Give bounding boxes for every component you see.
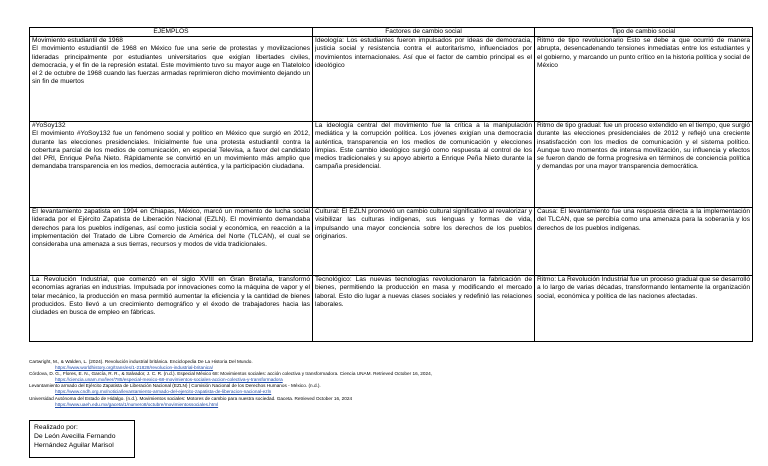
social-change-table: [29, 27, 753, 342]
ejemplo-title: Movimiento estudiantil de 1968: [32, 37, 123, 45]
table-header-row: [30, 28, 753, 37]
reference-link[interactable]: https://ciencia.unam.mx/leer/785/especial-mexico-68-movimientos-sociales-accion-colectiva-y-transformadora: [55, 377, 283, 383]
ejemplo-cell: [30, 37, 313, 122]
author-name: Hernández Aguilar Marisol: [34, 442, 114, 449]
factores-cell: Cultural: El EZLN promovió un cambio cultural significativo al revalorizar y visibilizar las culturas indígenas, sus lenguas y formas de vida, impulsando una mayor conciencia sobre los derechos de los pueblos originarios.: [313, 208, 535, 276]
author-name: De León Avecilla Fernando: [34, 433, 116, 440]
references-list: [29, 359, 759, 408]
table-row: [30, 37, 753, 122]
reference-link[interactable]: https://www.worldhistory.org/trans/es/1-21828/revolucion-industrial-britanica/: [55, 365, 214, 371]
ejemplo-body: La Revolución Industrial, que comenzó en el siglo XVIII en Gran Bretaña, transformó economías agrarias en industrias. Impulsada por innovaciones como la máquina de vapor y el telar mecánico, la producción en masa permitió aumentar la eficiencia y la cantidad de bienes producidos. Esto llevó a un crecimiento demográfico y el éxodo de trabajadores hacia las ciudades en busca de empleo en fábricas.: [32, 276, 310, 317]
tipo-cell: Ritmo de tipo revolucionario Esto se debe a que ocurrió de manera abrupta, desencadenando tensiones inmediatas entre los estudiantes y el gobierno, y marcando un punto crítico en la historia política y social de México: [535, 37, 753, 122]
table-row: [30, 276, 753, 342]
tipo-cell: Ritmo de tipo gradual: fue un proceso extendido en el tiempo, que surgió durante las elecciones presidenciales de 2012 y reflejó una creciente insatisfacción con los medios de comunicación y el sistema político. Aunque tuvo momentos de intensa movilización, su influencia y efectos se fueron dando de forma progresiva en términos de conciencia política y demandas por una mayor transparencia democrática.: [535, 122, 753, 208]
ejemplo-body: El movimiento #YoSoy132 fue un fenómeno social y político en México que surgió en 2012, durante las elecciones presidenciales. Inicialmente fue una protesta estudiantil contra la cobertura parcial de los medios de comunicación, en especial Televisa, a favor del candidato del PRI, Enrique Peña Nieto. Rápidamente se convirtió en un movimiento más amplio que demandaba transparencia en los medios, democracia auténtica, y la participación ciudadana.: [32, 130, 310, 171]
table-row: [30, 208, 753, 276]
ejemplo-body: El movimiento estudiantil de 1968 en México fue una serie de protestas y movilizaciones lideradas principalmente por estudiantes universitarios que exigían libertades civiles, democracia, y el fin de la represión estatal. Este movimiento tuvo su mayor auge en Tlatelolco el 2 de octubre de 1968 cuando las fuerzas armadas reprimieron dicho movimiento dejando un sin fin de muertos: [32, 45, 310, 86]
ejemplo-body: El levantamiento zapatista en 1994 en Chiapas, México, marcó un momento de lucha social liderada por el Ejército Zapatista de Liberación Nacional (EZLN). El movimiento demandaba derechos para los pueblos indígenas, así como justicia social y económica, en reacción a la implementación del Tratado de Libre Comercio de América del Norte (TLCAN), el cual se consideraba una amenaza a sus tierras, recursos y modos de vida tradicionales.: [32, 208, 310, 249]
ejemplo-title: #YoSoy132: [32, 122, 66, 130]
table-row: [30, 122, 753, 208]
reference-link[interactable]: https://www.cndh.org.mx/noticia/levantamiento-armado-del-ejercito-zapatista-de-liberacion-nacional-ezln: [55, 389, 272, 395]
ejemplo-cell: [30, 276, 313, 342]
factores-cell: Tecnológico: Las nuevas tecnologías revolucionaron la fabricación de bienes, permitiendo la producción en masa y modificando el mercado laboral. Esto dio lugar a nuevas clases sociales y redefinió las relaciones laborales.: [313, 276, 535, 342]
reference-link[interactable]: https://www.uaeh.edu.mx/gaceta/1/numero8/octubre/movimientossociales.html: [55, 401, 219, 407]
tipo-cell: Ritmo: La Revolución Industrial fue un proceso gradual que se desarrolló a lo largo de varias décadas, transformando lentamente la organización social, económica y política de las naciones afectadas.: [535, 276, 753, 342]
tipo-cell: Causa: El levantamiento fue una respuesta directa a la implementación del TLCAN, que se percibía como una amenaza para la soberanía y los derechos de los pueblos indígenas.: [535, 208, 753, 276]
header-tipo: Tipo de cambio social: [535, 28, 753, 37]
header-factores: Factores de cambio social: [313, 28, 535, 37]
factores-cell: La ideología central del movimiento fue la crítica a la manipulación mediática y la corrupción política. Los jóvenes exigían una democracia auténtica, transparencia en los medios de comunicación y elecciones limpias. Este cambio ideológico surgió como respuesta al control de los medios tradicionales y su apoyo abierto a Enrique Peña Nieto durante la campaña presidencial.: [313, 122, 535, 208]
header-ejemplos: EJEMPLOS: [30, 28, 313, 37]
reference-text: Levantamiento armado del Ejército Zapatista de Liberación Nacional (EZLN) | Comisión Nacional de los Derechos Humanos - México. (n.d.).: [29, 383, 321, 389]
ejemplo-cell: [30, 122, 313, 208]
factores-cell: Ideología: Los estudiantes fueron impulsados por ideas de democracia, justicia social y resistencia contra el autoritarismo, influenciados por movimientos internacionales. Así que el factor de cambio principal es el ideológico: [313, 37, 535, 122]
authors-label: Realizado por:: [34, 424, 78, 431]
ejemplo-cell: [30, 208, 313, 276]
reference-text: Universidad Autónoma del Estado de Hidalgo. (n.d.). Movimientos sociales: Motores de cambio para nuestra sociedad. Gaceta. Retrieved October 16, 2024: [29, 395, 353, 401]
reference-text: Cartwright, M., & Walden, L. (2024). Revolución industrial británica. Enciclopedia De La Historia Del Mundo.: [29, 359, 253, 364]
reference-text: Córdova, D. G., Flores, E. N., García, R. R., & Salvador, J. C. R. (n.d.). Especial México 68: Movimientos sociales: acción colectiva y transformadora. Ciencia UNAM. Retrieved October 16, 2024,: [29, 371, 433, 377]
authors-box: [29, 420, 135, 458]
